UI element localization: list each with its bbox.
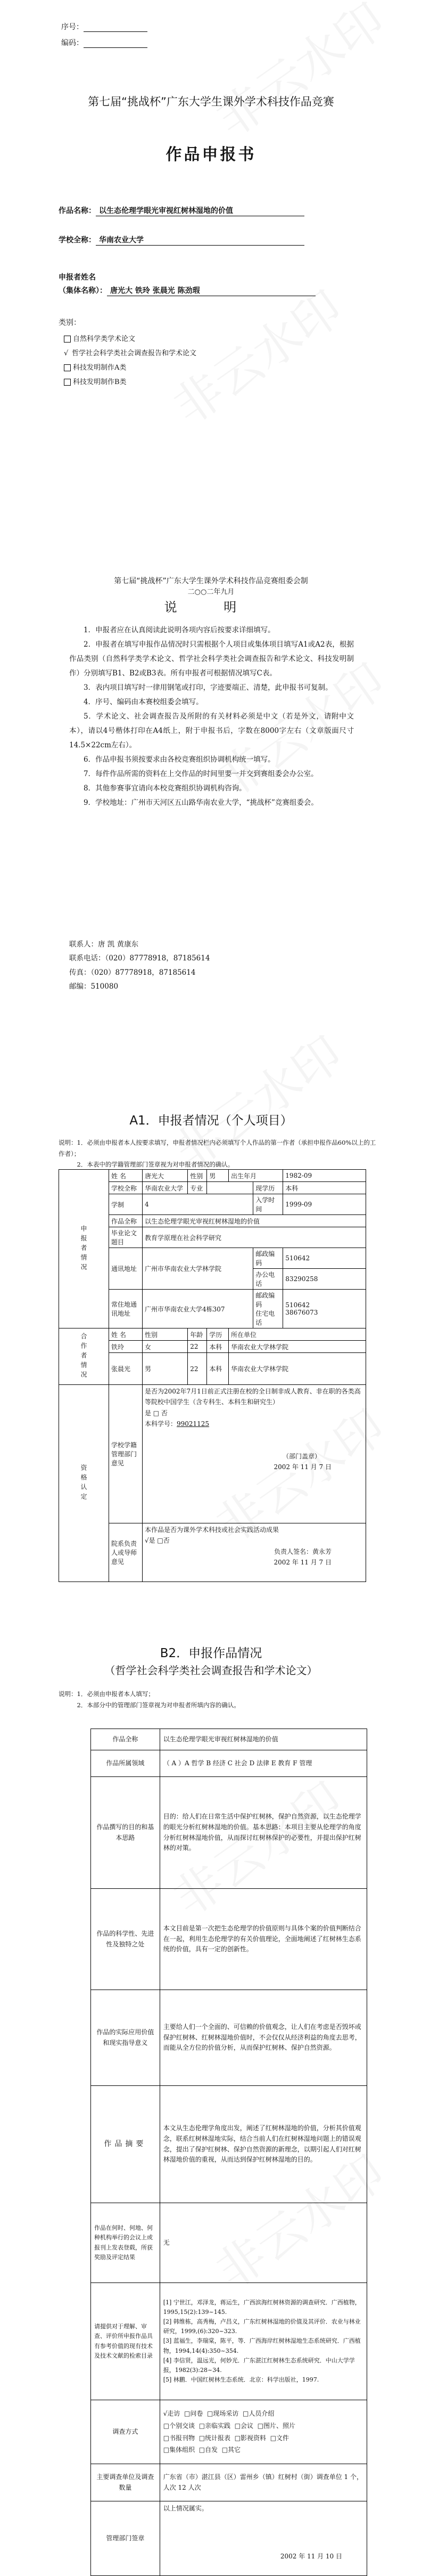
b-other-value[interactable]: 无 bbox=[160, 2203, 367, 2283]
work-name-line: 作品名称： 以生态伦理学眼光审视红树林湿地的价值 bbox=[59, 205, 304, 216]
checkmark-icon: √ bbox=[64, 349, 69, 357]
note-line: 2．本部分中的管理部门签章视为对申报者所填内容的确认。 bbox=[77, 1701, 240, 1709]
category-item[interactable]: 自然科学类学术论文 bbox=[64, 333, 135, 343]
contact-person: 联系人：唐 凯 黄康东 bbox=[69, 940, 139, 949]
yearsys-label: 学制 bbox=[109, 1194, 143, 1215]
coop-name[interactable]: 铁玲 bbox=[109, 1341, 143, 1353]
b-purpose-value[interactable]: 目的：给人们在日常生活中保护红树林，保护自然资源，以生态伦理学的眼光分析红树林湿地的价值。基本思路：本项目主要从伦理学的角度分析红树林湿地价值，从而探讨红树林保护的必要性，并提出保护红树林的对策。 bbox=[160, 1777, 367, 1889]
verify-text: 是否为2002年7月1日前正式注册在校的全日制非成人教育、非在职的各类高等院校中国学生（含专科生、本科生和研究生） bbox=[144, 1388, 361, 1406]
instruction-item: 7．每件作品所需的资料在上交作品的时间里要一并交到赛组委会办公室。 bbox=[84, 770, 318, 778]
ref-item: [2] 韩维栋，高秀梅，卢昌义，广东红树林湿地的价值及其评价．农业与林业研究，1999,(6):320~323. bbox=[163, 2318, 361, 2335]
comm-address-label: 通讯地址 bbox=[109, 1248, 143, 1290]
ref-item: [3] 蓝福生，李瑞棠，陈平，等．广西海岸红树林湿地生态系统研究．广西植物，1994,14(4):350~354. bbox=[163, 2337, 361, 2354]
workname-label: 作品全称 bbox=[109, 1215, 143, 1227]
signer: 负责人签名：黄永芳 bbox=[274, 1547, 332, 1555]
dept-opinion-text: 本作品是否为课外学术科技或社会实践活动成果 bbox=[144, 1526, 279, 1534]
birth-label: 出生年月 bbox=[228, 1170, 283, 1182]
school-label: 学校全称 bbox=[109, 1182, 143, 1194]
b-other-label: 作品在何时、何地、何种机构举行的会议上或报刊上发表登载，所获奖励及评定结果 bbox=[91, 2203, 160, 2283]
coop-header-age: 年龄 bbox=[188, 1328, 207, 1341]
major-label: 专业 bbox=[188, 1182, 207, 1194]
b-unit-label: 主要调查单位及调查数量 bbox=[91, 2464, 160, 2501]
b-refs-value[interactable] bbox=[160, 2283, 367, 2400]
b-dept-text: 以上情况属实。 bbox=[163, 2505, 208, 2512]
coop-age[interactable]: 22 bbox=[188, 1353, 207, 1385]
birth-value[interactable]: 1982-09 bbox=[283, 1170, 366, 1182]
b-unit-value[interactable]: 广东省（市）湛江县（区）雷州乡（镇）红树村（街）调查单位 1 个，人次 12 人次 bbox=[160, 2464, 367, 2501]
coop-edu[interactable]: 本科 bbox=[207, 1341, 229, 1353]
checkbox-icon bbox=[64, 336, 71, 343]
watermark bbox=[200, 0, 396, 150]
school-dept-label: 学校学籍管理部门意见 bbox=[109, 1385, 143, 1523]
signer-date: 2002 年 11 月 7 日 bbox=[274, 1559, 332, 1567]
coop-name[interactable]: 张晨光 bbox=[109, 1353, 143, 1385]
coop-unit[interactable]: 华南农业大学林学院 bbox=[228, 1341, 366, 1353]
name-label: 姓 名 bbox=[109, 1170, 143, 1182]
b-innovation-value[interactable]: 本文目前是第一次把生态伦理学的价值原则与具体个案的价值判断结合在一起，利用生态伦理学的有关价值理论，全面地阐述了红树林生态系统的价值，具有一定的创新性。 bbox=[160, 1889, 367, 1990]
b-refs-label: 请提供对于理解、审查、评价所申报作品具有参考价值的现有技术及技术文献的检索目录 bbox=[91, 2283, 160, 2400]
b-work-name-value[interactable]: 以生态伦理学眼光审视红树林湿地的价值 bbox=[160, 1729, 367, 1750]
verify-options[interactable]: 是 □ 否 bbox=[144, 1409, 168, 1417]
section-b2-title: B2．申报作品情况 bbox=[160, 1646, 262, 1660]
coop-age[interactable]: 22 bbox=[188, 1341, 207, 1353]
b-purpose-label: 作品撰写的目的和基本思路 bbox=[91, 1777, 160, 1889]
checkbox-icon bbox=[64, 379, 71, 386]
note-line: 说明：1．必须由申报者本人按要求填写，申报者情况栏内必须填写个人作品的第一作者（承担申报作品60%以上的工作者）； bbox=[59, 1139, 376, 1157]
instruction-item: 6．作品申报书须按要求由各校竞赛组织协调机构统一填写。 bbox=[84, 755, 275, 764]
b-abstract-label: 作品摘要 bbox=[91, 2086, 160, 2203]
section-b2-subtitle: （哲学社会科学类社会调查报告和学术论文） bbox=[104, 1664, 318, 1677]
cooperators-label: 合作者情况 bbox=[59, 1328, 109, 1385]
comm-zip-value[interactable]: 510642 bbox=[283, 1248, 366, 1269]
dept-opinion-cell bbox=[142, 1523, 366, 1582]
coop-unit[interactable]: 华南农业大学林学院 bbox=[228, 1353, 366, 1385]
home-address-label: 常住地通讯地址 bbox=[109, 1290, 143, 1328]
comm-address-value[interactable]: 广州市华南农业大学林学院 bbox=[142, 1248, 253, 1290]
b-work-name-label: 作品全称 bbox=[91, 1729, 160, 1750]
coop-edu[interactable]: 本科 bbox=[207, 1353, 229, 1385]
contact-phone: 联系电话：（020）87778918，87185614 bbox=[69, 954, 210, 963]
contact-fax: 传真：（020）87778918，87185614 bbox=[69, 968, 196, 977]
instruction-item: 8．其他参赛事宜请向本校竞赛组织协调机构咨询。 bbox=[84, 784, 246, 793]
b-abstract-value[interactable]: 本文从生态伦理学角度出发，阐述了红树林湿地的价值，分析其价值观念，联系红树林湿地实际，结合当前人们在红树林湿地问题上的错误观念，提出了保护红树林、保护自然资源的新理念，以期引起人们对红树林湿地价值的重视，从而达到保护红树林湿地的目的。 bbox=[160, 2086, 367, 2203]
edu-value[interactable]: 本科 bbox=[283, 1182, 366, 1194]
coop-sex[interactable]: 女 bbox=[142, 1341, 187, 1353]
yearsys-value[interactable]: 4 bbox=[142, 1194, 253, 1215]
contact-info bbox=[69, 938, 210, 993]
applicant-info-label: 申报者情况 bbox=[59, 1170, 109, 1328]
b-innovation-label: 作品的科学性、先进性及独特之处 bbox=[91, 1889, 160, 1990]
ref-item: [1] 宁世江，邓泽龙，蒋运生，广西滨海红树林资源的调查研究．广西植物，1995,15(2):139~145. bbox=[163, 2298, 361, 2316]
school-dept-cell bbox=[142, 1385, 366, 1523]
enroll-value[interactable]: 1999-09 bbox=[283, 1194, 366, 1215]
applicant-table bbox=[59, 1169, 366, 1582]
members-line: （集体名称）： 唐光大 铁玲 张晨光 陈劲瑕 bbox=[59, 285, 316, 296]
committee-date: 二○○二年九月 bbox=[187, 588, 235, 596]
coop-header-edu: 学历 bbox=[207, 1328, 229, 1341]
b-survey-label: 调查方式 bbox=[91, 2400, 160, 2464]
instruction-item: 1．申报者应在认真阅读此说明各项内容后按要求详细填写。 bbox=[84, 626, 275, 634]
home-zip-tel-label: 邮政编码 住宅电话 bbox=[253, 1290, 283, 1328]
instructions-heading: 说 明 bbox=[164, 600, 258, 615]
enroll-label: 入学时间 bbox=[253, 1194, 283, 1215]
doc-title: 作品申报书 bbox=[166, 145, 256, 164]
b-effect-value[interactable]: 主要给人们一个全面的、可信赖的价值观念，让人们在考虑是否毁坏或保护红树林、红树林湿地价值时，不会仅仅从经济利益的角度去思考，而能从全方位的价值分析，从而保护红树林、保护自然资源。 bbox=[160, 1990, 367, 2086]
verify-label: 资格认定 bbox=[59, 1385, 109, 1582]
note-line: 说明：1．必须由申报者本人填写； bbox=[59, 1690, 154, 1698]
office-tel-value[interactable]: 83290258 bbox=[283, 1269, 366, 1290]
b-dept-date: 2002 年 11 月 10 日 bbox=[280, 2552, 342, 2560]
instruction-item: 3．表内项目填写时一律用钢笔或打印，字迹要端正、清楚，此申报书可复制。 bbox=[84, 683, 333, 692]
sex-value[interactable]: 男 bbox=[207, 1170, 229, 1182]
section-a1-notes bbox=[59, 1137, 378, 1170]
stamp-date: 2002 年 11 月 7 日 bbox=[274, 1463, 332, 1471]
instructions bbox=[69, 623, 354, 810]
instruction-item: 5．学术论文、社会调查报告及所附的有关材料必须是中文（若是外文，请附中文本），请以4号楷体打印在A4纸上，附于申报书后，字数在8000字左右（文章版面尺寸14.5×22cm左右）。 bbox=[69, 712, 354, 749]
ref-item: [4] 李信贤，温远光，何妙光．广东湛江红树林生态系统研究．中山大学学报，1982(3):28~34. bbox=[163, 2357, 355, 2374]
coop-header-sex: 性别 bbox=[142, 1328, 187, 1341]
code-number: 编码： bbox=[61, 37, 147, 48]
category-label: 类别： bbox=[59, 319, 81, 327]
section-a1-title: A1．申报者情况（个人项目） bbox=[129, 1114, 293, 1128]
student-no-line: 本科学号：99021125 bbox=[144, 1420, 210, 1428]
note-line: 2．本表中的学籍管理部门签章视为对申报者情况的确认。 bbox=[77, 1161, 234, 1169]
school-line: 学校全称： 华南农业大学 bbox=[59, 234, 304, 246]
thesis-label: 毕业论文题目 bbox=[109, 1227, 143, 1248]
workname-value[interactable]: 以生态伦理学眼光审视红树林湿地的价值 bbox=[142, 1215, 366, 1227]
category-item[interactable]: 科技发明制作B类 bbox=[64, 376, 127, 386]
contact-zip: 邮编：510080 bbox=[69, 982, 119, 991]
work-table bbox=[90, 1729, 367, 2576]
instruction-item: 9．学校地址：广州市天河区五山路华南农业大学，“挑战杯”竞赛组委会。 bbox=[84, 798, 318, 807]
b-field-label: 作品所属领域 bbox=[91, 1750, 160, 1777]
committee-title: 第七届“挑战杯”广东大学生课外学术科技作品竞赛组委会制 bbox=[114, 577, 308, 585]
instruction-item: 2．申报者在填写申报作品情况时只需根据个人项目或集体项目填写A1或A2表，根据作品类别（自然科学类学术论文、哲学社会科学类社会调查报告和学术论文、科技发明制作）分别填写B1、B2或B3表。所有申报者可根据情况填写C表。 bbox=[69, 640, 354, 678]
ref-item: [5] 林鹏．中国红树林生态系统．北京：科学出版社，1997. bbox=[163, 2376, 319, 2383]
home-address-value[interactable]: 广州市华南农业大学4栋307 bbox=[142, 1290, 253, 1328]
home-zip-tel-value[interactable]: 510642 38676073 bbox=[283, 1290, 366, 1328]
serial-number: 序号： bbox=[61, 21, 147, 32]
coop-header-unit: 所在单位 bbox=[228, 1328, 366, 1341]
section-b2-notes bbox=[59, 1689, 378, 1710]
b-dept-label: 管理部门签章 bbox=[91, 2501, 160, 2576]
thesis-value[interactable]: 教育学原理在社会科学研究 bbox=[142, 1227, 366, 1248]
major-value[interactable] bbox=[207, 1182, 253, 1194]
instruction-item: 4．序号、编码由本赛校组委会填写。 bbox=[84, 698, 203, 706]
coop-sex[interactable]: 男 bbox=[142, 1353, 187, 1385]
applicant-label: 申报者姓名 bbox=[59, 273, 96, 282]
checkbox-icon bbox=[64, 364, 71, 371]
competition-title: 第七届“挑战杯”广东大学生课外学术科技作品竞赛 bbox=[88, 95, 334, 108]
b-dept-cell bbox=[160, 2501, 367, 2576]
category-item[interactable]: √ 哲学社会科学类社会调查报告和学术论文 bbox=[64, 349, 197, 357]
b-survey-options[interactable]: √走访 □问卷 □现场采访 □人员介绍 □个别交谈 □亲临实践 □会议 □图片、照片 □书报刊物 □统计报表 □影视资料 □文件 □集体组织 □自发 □其它 bbox=[160, 2400, 367, 2464]
category-item[interactable]: 科技发明制作A类 bbox=[64, 362, 126, 372]
name-value[interactable]: 唐光大 bbox=[142, 1170, 187, 1182]
dept-opinion-label: 院系负责人或导师意见 bbox=[109, 1523, 143, 1582]
b-effect-label: 作品的实际应用价值和现实指导意义 bbox=[91, 1990, 160, 2086]
edu-label: 现学历 bbox=[253, 1182, 283, 1194]
sex-label: 性别 bbox=[188, 1170, 207, 1182]
coop-header-name: 姓 名 bbox=[109, 1328, 143, 1341]
stamp-label: （部门盖章） bbox=[282, 1452, 321, 1460]
school-value[interactable]: 华南农业大学 bbox=[142, 1182, 187, 1194]
b-field-value[interactable]: （ A ）A 哲学 B 经济 C 社会 D 法律 E 教育 F 管理 bbox=[160, 1750, 367, 1777]
office-tel-label: 办公电话 bbox=[253, 1269, 283, 1290]
dept-options[interactable]: √是 □否 bbox=[144, 1537, 170, 1545]
comm-zip-label: 邮政编码 bbox=[253, 1248, 283, 1269]
